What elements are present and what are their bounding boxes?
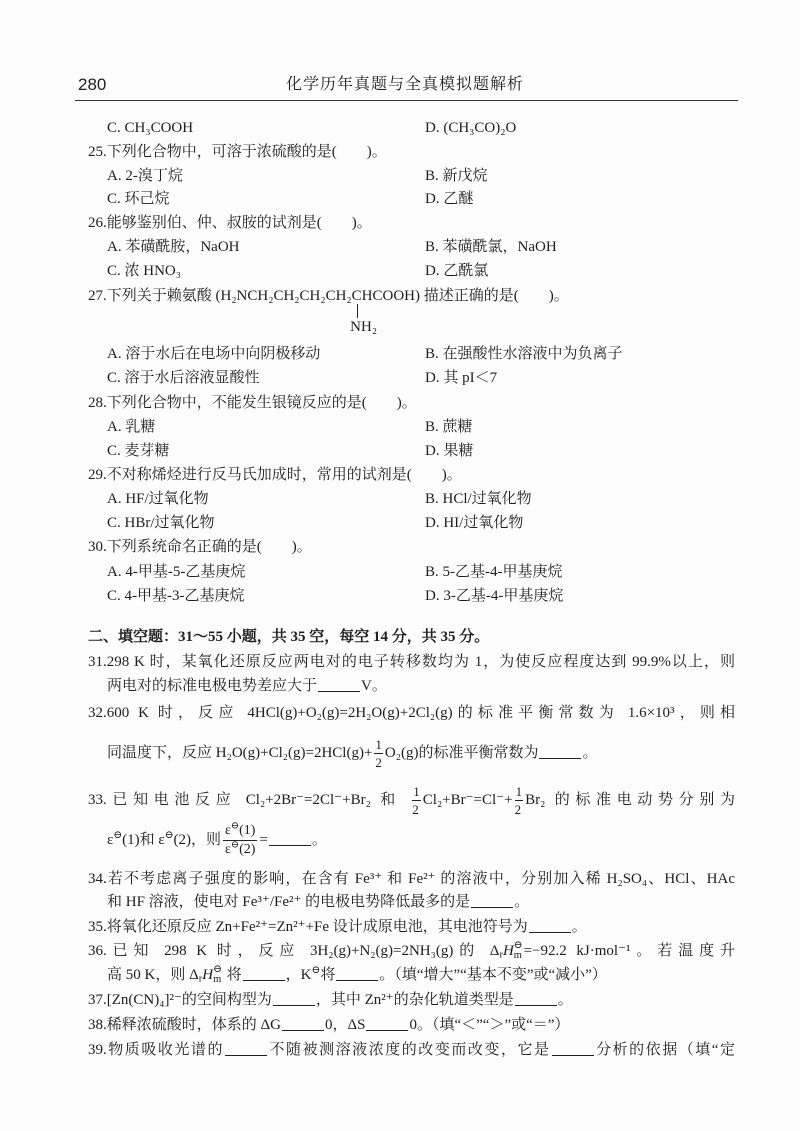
question-33-text: (1)和 [122, 831, 159, 848]
question-25-stem: 25.下列化合物中，可溶于浓硫酸的是( )。 [88, 144, 387, 160]
question-34-text: 。 [514, 894, 530, 910]
bond-line [357, 304, 358, 318]
standard-state-symbol: ⊖ [164, 830, 174, 842]
question-36-text: 。（填“增大”“基本不变”或“减小”） [379, 967, 607, 983]
question-36-text: 将 [320, 967, 336, 983]
answer-blank [515, 991, 557, 1006]
question-34-line-2 [107, 890, 529, 914]
branch-carbon-label: CH [351, 288, 373, 304]
fraction-numerator: 1 [413, 784, 420, 799]
enthalpy-symbol: H [202, 967, 214, 983]
emf-symbol: ε [158, 831, 165, 848]
question-25-option-d: D. 乙醚 [425, 191, 474, 207]
question-38-text: 38.稀释浓硫酸时，体系的 ΔG [88, 1017, 281, 1033]
fraction-denominator [223, 841, 257, 857]
question-28-stem: 28.下列化合物中，不能发生银镜反应的是( )。 [88, 395, 417, 411]
question-27-option-d: D. 其 pI＜7 [425, 370, 498, 386]
lysine-branch-carbon [350, 284, 378, 335]
question-24-option-d: D. (CH₃CO)₂O [425, 120, 517, 136]
question-27-stem [88, 284, 569, 335]
question-31-text: 两电对的标准电极电势差应大于 [107, 678, 318, 694]
fraction-denominator: 2 [514, 802, 522, 817]
question-33-text: Cl₂+Br⁻=Cl⁻+ [422, 791, 513, 808]
question-26-option-b: B. 苯磺酰氯，NaOH [425, 239, 557, 255]
question-31-text: V。 [361, 678, 387, 694]
answer-blank [471, 893, 513, 908]
question-29-option-d: D. HI/过氧化物 [425, 515, 524, 531]
question-33-line-2 [107, 820, 327, 857]
question-37-text: ，其中 Zn²⁺的杂化轨道类型是 [315, 992, 514, 1008]
answer-blank [529, 918, 571, 933]
question-34-line-1: 34.若不考虑离子强度的影响，在含有 Fe³⁺ 和 Fe²⁺ 的溶液中，分别加入稀 H₂SO₄、HCl、HAc [88, 871, 735, 887]
header-rule [75, 100, 738, 101]
question-39 [88, 1038, 735, 1062]
question-35-text: 。 [571, 919, 587, 935]
question-28-option-b: B. 蔗糖 [425, 419, 473, 435]
question-35-text: 35.将氧化还原反应 Zn+Fe²⁺=Zn²⁺+Fe 设计成原电池，其电池符号为 [88, 919, 528, 935]
question-33-text: 33.已知电池反应 Cl₂+2Br⁻=2Cl⁻+Br₂ 和 [88, 791, 411, 808]
question-29-option-b: B. HCl/过氧化物 [425, 491, 532, 507]
question-28-option-c: C. 麦芽糖 [107, 443, 170, 459]
answer-blank [269, 831, 311, 846]
reaction-subscript: r [499, 949, 503, 961]
question-29-stem: 29.不对称烯烃进行反马氏加成时，常用的试剂是( )。 [88, 467, 462, 483]
question-33-line-1 [88, 785, 735, 816]
equals-sign: = [259, 831, 268, 848]
enthalpy-symbol: H [502, 943, 514, 959]
emf-symbol: ε [107, 831, 114, 848]
molar-subscript: m [513, 950, 522, 961]
question-32-text: O₂(g)的标准平衡常数为 [384, 744, 539, 761]
page-number: 280 [78, 75, 107, 94]
standard-state-symbol: ⊖ [230, 820, 240, 832]
answer-blank [282, 1016, 324, 1031]
question-36-text: 将 [222, 967, 242, 983]
delta-symbol: Δ [489, 943, 500, 959]
question-38 [88, 1013, 569, 1037]
question-27-stem-text: 27.下列关于赖氨酸 (H₂NCH₂CH₂CH₂CH₂ [88, 288, 352, 304]
fraction-one-half [374, 738, 383, 769]
answer-blank [366, 1016, 408, 1031]
numerator-argument: (1) [239, 823, 256, 838]
fraction-one-half [412, 785, 421, 816]
question-30-option-d: D. 3-乙基-4-甲基庚烷 [425, 588, 564, 604]
question-25-option-a: A. 2-溴丁烷 [107, 168, 183, 184]
answer-blank [243, 966, 285, 981]
delta-symbol: Δ [189, 967, 199, 983]
book-title: 化学历年真题与全真模拟题解析 [285, 76, 524, 93]
answer-blank [318, 677, 360, 692]
question-27-option-b: B. 在强酸性水溶液中为负离子 [425, 346, 623, 362]
question-27-stem-text: COOH) 描述正确的是( )。 [372, 288, 569, 304]
standard-state-symbol: ⊖ [230, 839, 240, 851]
question-33-text: (2)，则 [173, 831, 221, 848]
emf-ratio-fraction [223, 820, 257, 857]
question-31-line-1: 31.298 K 时，某氧化还原反应两电对的电子转移数均为 1，为使反应程度达到 99.9%以上，则 [88, 654, 735, 670]
question-27-option-c: C. 溶于水后溶液显酸性 [107, 370, 260, 386]
question-35 [88, 915, 587, 939]
fraction-denominator: 2 [412, 802, 419, 817]
question-30-option-a: A. 4-甲基-5-乙基庚烷 [107, 564, 246, 580]
answer-blank [273, 991, 315, 1006]
question-32-line-1: 32.600 K 时，反应 4HCl(g)+O₂(g)=2H₂O(g)+2Cl₂(g)的标准平衡常数为 1.6×10³，则相 [88, 705, 735, 721]
emf-symbol: ε [225, 842, 231, 857]
question-37 [88, 988, 573, 1012]
question-26-stem: 26.能够鉴别伯、仲、叔胺的试剂是( )。 [88, 215, 372, 231]
section-heading-fill-in: 二、填空题：31～55 小题，共 35 空，每空 14 分，共 35 分。 [88, 629, 490, 645]
question-33-text: 。 [311, 831, 327, 848]
fraction-numerator: 1 [375, 737, 382, 752]
molar-subscript: m [213, 974, 222, 985]
fraction-one-half [515, 785, 524, 816]
emf-symbol: ε [225, 823, 231, 838]
question-39-text: 不随被测溶液浓度的改变而改变，它是 [268, 1042, 551, 1058]
question-30-option-c: C. 4-甲基-3-乙基庚烷 [107, 588, 245, 604]
question-28-option-a: A. 乳糖 [107, 419, 156, 435]
reaction-subscript: r [198, 973, 203, 985]
denominator-argument: (2) [239, 842, 256, 857]
standard-molar-marks [514, 941, 523, 962]
question-36-line-2 [107, 963, 607, 987]
question-27-option-a: A. 溶于水后在电场中向阴极移动 [107, 346, 321, 362]
answer-blank [552, 1041, 594, 1056]
question-36-text: ，K [285, 967, 312, 983]
question-29-option-a: A. HF/过氧化物 [107, 491, 209, 507]
question-37-text: 。 [557, 992, 573, 1008]
question-36-text: 高 50 K，则 [107, 967, 190, 983]
fraction-denominator: 2 [375, 755, 382, 770]
question-31-line-2 [107, 674, 387, 698]
question-39-text: 39.物质吸收光谱的 [88, 1042, 224, 1058]
question-34-text: 和 HF 溶液，使电对 Fe³⁺/Fe²⁺ 的电极电势降低最多的是 [107, 894, 471, 910]
question-28-option-d: D. 果糖 [425, 443, 474, 459]
standard-molar-marks [213, 965, 222, 986]
standard-state-symbol: ⊖ [513, 939, 523, 951]
question-26-option-d: D. 乙酰氯 [425, 263, 489, 279]
question-25-option-b: B. 新戊烷 [425, 168, 488, 184]
question-29-option-c: C. HBr/过氧化物 [107, 515, 215, 531]
fraction-numerator [223, 820, 257, 841]
question-37-text: 37.[Zn(CN)₄]²⁻的空间构型为 [88, 992, 272, 1008]
standard-state-symbol: ⊖ [113, 830, 123, 842]
answer-blank [225, 1041, 267, 1056]
standard-state-symbol: ⊖ [311, 965, 321, 977]
question-30-option-b: B. 5-乙基-4-甲基庚烷 [425, 564, 563, 580]
amino-substituent: NH₂ [350, 319, 378, 335]
standard-state-symbol: ⊖ [213, 963, 222, 975]
question-24-option-c: C. CH₃COOH [107, 120, 194, 136]
question-36-line-1 [88, 939, 735, 963]
question-32-text: 同温度下，反应 H₂O(g)+Cl₂(g)=2HCl(g)+ [107, 744, 373, 761]
question-26-option-c: C. 浓 HNO₃ [107, 263, 181, 279]
question-32-text: 。 [582, 744, 598, 761]
fraction-numerator: 1 [515, 784, 523, 799]
question-39-text: 分析的依据（填“定 [594, 1042, 735, 1058]
question-38-text: 0，ΔS [324, 1017, 366, 1033]
answer-blank [539, 744, 581, 759]
question-32-line-2 [107, 738, 597, 769]
question-38-text: 0。（填“＜”“＞”或“＝”） [409, 1017, 570, 1033]
question-33-text: Br₂ 的标准电动势分别为 [525, 791, 735, 808]
question-26-option-a: A. 苯磺酰胺，NaOH [107, 239, 240, 255]
answer-blank [336, 966, 378, 981]
question-36-text: =−92.2 kJ·mol⁻¹。若温度升 [523, 943, 735, 959]
question-30-stem: 30.下列系统命名正确的是( )。 [88, 539, 312, 555]
question-36-text: 36.已知 298 K 时，反应 3H₂(g)+N₂(g)=2NH₃(g)的 [88, 943, 490, 959]
question-25-option-c: C. 环己烷 [107, 191, 170, 207]
